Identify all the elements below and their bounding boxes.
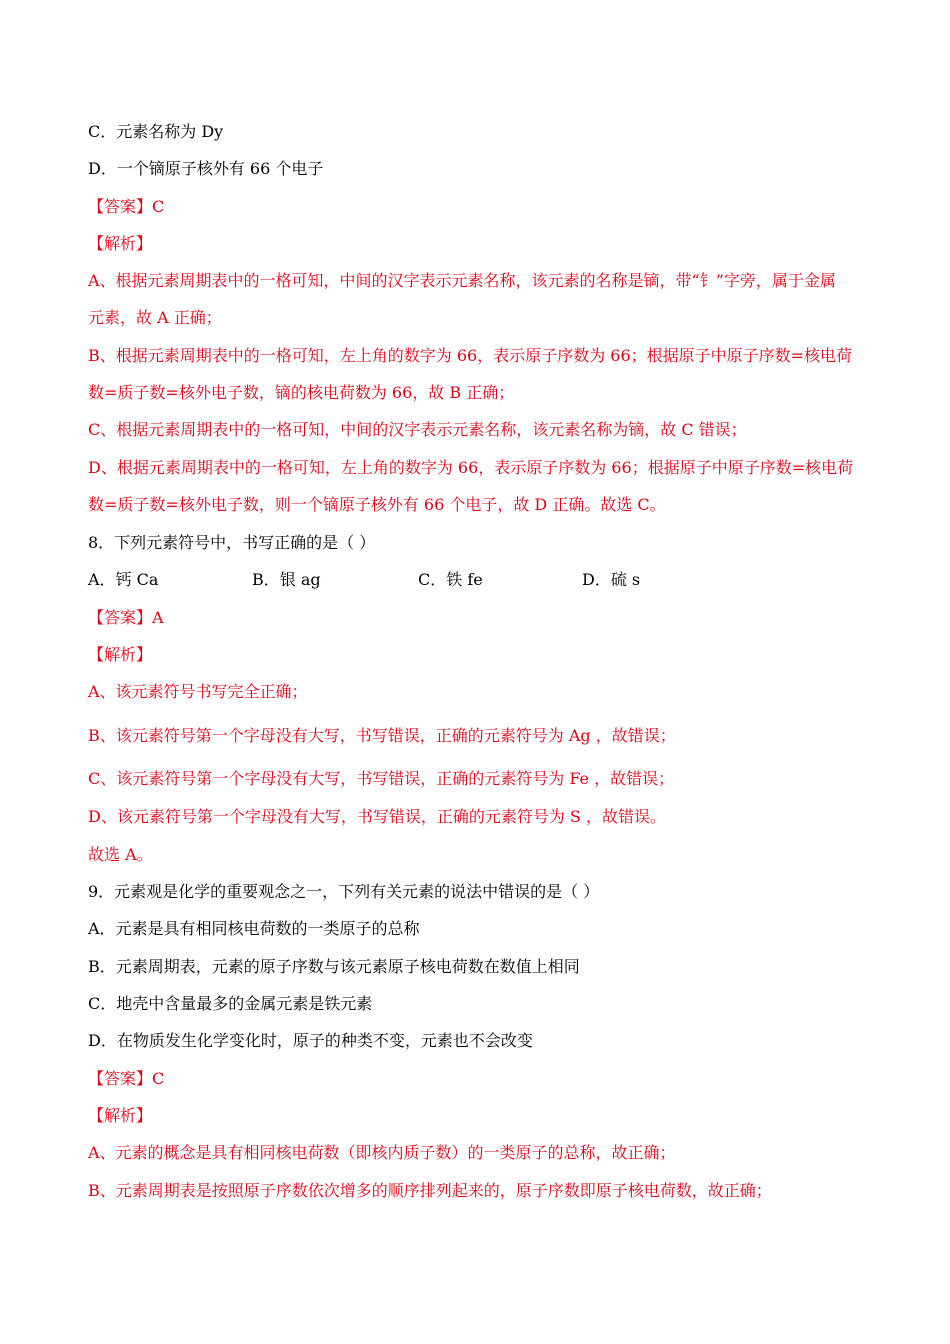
q7-analysis-line: 数=质子数=核外电子数，镝的核电荷数为 66，故 B 正确；	[88, 383, 515, 402]
q8-analysis-line: C、该元素符号第一个字母没有大写，书写错误，正确的元素符号为 Fe ，故错误；	[88, 769, 675, 788]
q9-analysis-label: 【解析】	[88, 1106, 153, 1125]
q9-analysis-line: B、元素周期表是按照原子序数依次增多的顺序排列起来的，原子序数即原子核电荷数，故正确；	[88, 1181, 772, 1200]
q7-analysis-line: A、根据元素周期表中的一格可知，中间的汉字表示元素名称，该元素的名称是镝，带“钅”字旁，属于金属	[88, 271, 836, 290]
q7-analysis-line: 元素，故 A 正确；	[88, 308, 222, 327]
q9-answer: 【答案】C	[88, 1069, 165, 1088]
q8-answer: 【答案】A	[88, 608, 164, 627]
q8-option-c: C．铁 fe	[418, 570, 483, 589]
q7-analysis-line: D、根据元素周期表中的一格可知，左上角的数字为 66，表示原子序数为 66；根据原子中原子序数=核电荷	[88, 458, 854, 477]
q9-analysis-line: A、元素的概念是具有相同核电荷数（即核内质子数）的一类原子的总称，故正确；	[88, 1143, 676, 1162]
q7-analysis-line: 数=质子数=核外电子数，则一个镝原子核外有 66 个电子，故 D 正确。故选 C。	[88, 495, 666, 514]
q8-option-b: B．银 ag	[252, 570, 321, 589]
q8-analysis-line: A、该元素符号书写完全正确；	[88, 682, 308, 701]
q7-analysis-label: 【解析】	[88, 234, 153, 253]
q8-analysis-line: 故选 A。	[88, 845, 153, 864]
q7-analysis-line: C、根据元素周期表中的一格可知，中间的汉字表示元素名称，该元素名称为镝，故 C 错误；	[88, 420, 747, 439]
q7-option-c: C．元素名称为 Dy	[88, 122, 224, 141]
q9-option-b: B．元素周期表，元素的原子序数与该元素原子核电荷数在数值上相同	[88, 957, 580, 976]
q9-option-d: D．在物质发生化学变化时，原子的种类不变，元素也不会改变	[88, 1031, 533, 1050]
q9-option-c: C．地壳中含量最多的金属元素是铁元素	[88, 994, 373, 1013]
q9-stem: 9．元素观是化学的重要观念之一，下列有关元素的说法中错误的是（ ）	[88, 882, 600, 901]
q8-stem: 8．下列元素符号中，书写正确的是（ ）	[88, 533, 376, 552]
q8-option-a: A．钙 Ca	[88, 570, 159, 589]
q8-analysis-label: 【解析】	[88, 645, 153, 664]
q8-analysis-line: B、该元素符号第一个字母没有大写，书写错误，正确的元素符号为 Ag ，故错误；	[88, 726, 676, 745]
q7-option-d: D．一个镝原子核外有 66 个电子	[88, 159, 324, 178]
q9-option-a: A．元素是具有相同核电荷数的一类原子的总称	[88, 919, 420, 938]
q7-analysis-line: B、根据元素周期表中的一格可知，左上角的数字为 66，表示原子序数为 66；根据原子中原子序数=核电荷	[88, 346, 853, 365]
q8-option-d: D．硫 s	[582, 570, 641, 589]
q8-analysis-line: D、该元素符号第一个字母没有大写，书写错误，正确的元素符号为 S ，故错误。	[88, 807, 666, 826]
q7-answer: 【答案】C	[88, 197, 165, 216]
